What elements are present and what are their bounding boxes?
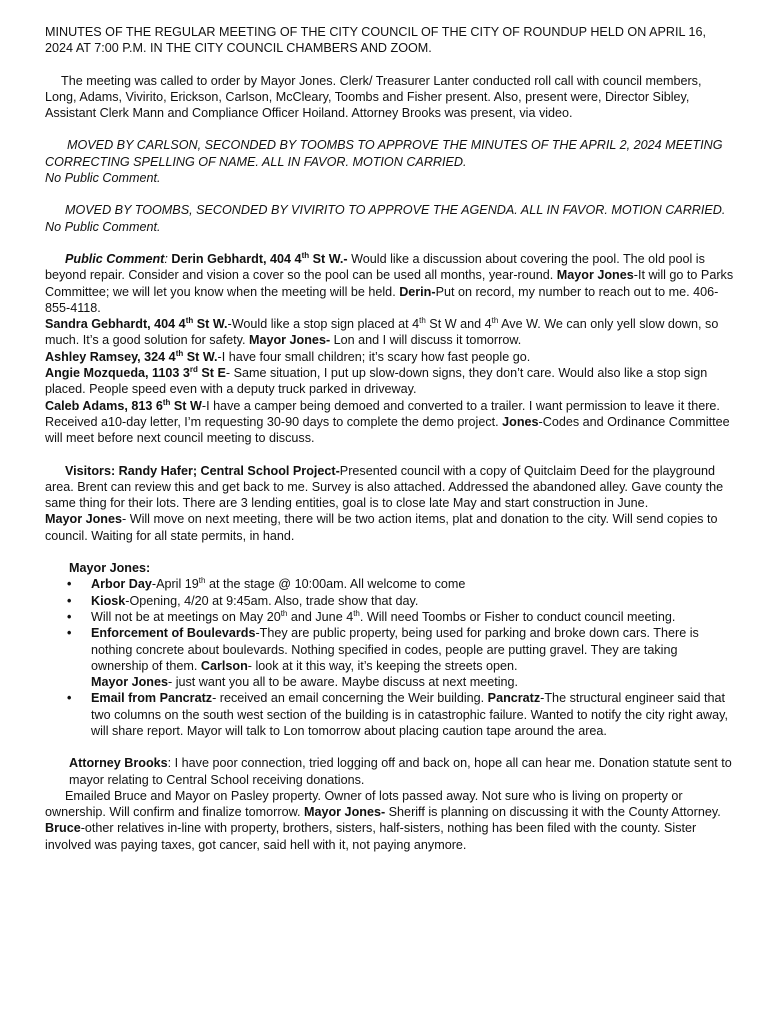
- motion-text: MOVED BY TOOMBS, SECONDED BY VIVIRITO TO APPROVE THE AGENDA. ALL IN FAVOR. MOTION CARRIED.: [65, 203, 726, 218]
- motion-note: No Public Comment.: [45, 219, 161, 234]
- bullet-icon: •: [67, 593, 72, 608]
- motion-note: No Public Comment.: [45, 171, 161, 186]
- commenter-name: Ashley Ramsey, 324 4th St W.: [45, 348, 218, 364]
- bullet-icon: •: [67, 609, 72, 624]
- attorney-section: [45, 755, 735, 853]
- speaker-name: Carlson: [200, 658, 248, 673]
- attorney-paragraph: Attorney Brooks: I have poor connection, tried logging off and back on, hope all can hear me. Donation statute sent to mayor relating to Central School receiving donations.: [69, 756, 732, 787]
- speaker-name: Derin-: [399, 284, 436, 299]
- motion-agenda: [45, 202, 735, 235]
- public-comment-entry: Caleb Adams, 813 6th St W-I have a camper being demoed and converted to a trailer. I want permission to leave it there. Received a10-day letter, I’m requesting 30-90 days to complete the demo project. Jones-Codes and Ordinance Committee will meet before next council meeting to discuss.: [45, 397, 730, 446]
- mayor-report-list: [45, 576, 735, 739]
- bullet-icon: •: [67, 626, 72, 641]
- attorney-paragraph: Emailed Bruce and Mayor on Pasley property. Owner of lots passed away. Not sure who is living on property or ownership. Will confirm and finalize tomorrow. Mayor Jones- Sheriff is planning on discussing it with the County Attorney. Bruce-other relatives in-line with property, brothers, sisters, half-sisters, nothing has been filed with the county. Sister involved was paying taxes, got cancer, said hell with it, not paying anymore.: [45, 788, 721, 852]
- attorney-label: Attorney Brooks: [69, 756, 168, 771]
- speaker-name: Mayor Jones: [91, 675, 168, 690]
- mayor-heading: Mayor Jones:: [69, 561, 151, 576]
- speaker-name: Mayor Jones-: [248, 333, 331, 348]
- motion-text: MOVED BY CARLSON, SECONDED BY TOOMBS TO APPROVE THE MINUTES OF THE APRIL 2, 2024 MEETING CORRECTING SPELLING OF NAME. ALL IN FAVOR. MOTION CARRIED.: [45, 138, 723, 169]
- public-comment-entry: Public Comment: Derin Gebhardt, 404 4th St W.- Would like a discussion about covering the pool. The old pool is beyond repair. Consider and vision a cover so the pool can be used all months, year-round. Mayor Jones-It will go to Parks Committee; we will let you know when the meeting will be held. Derin-Put on record, my number to reach out to me. 406-855-4118.: [45, 250, 734, 315]
- document-title: MINUTES OF THE REGULAR MEETING OF THE CITY COUNCIL OF THE CITY OF ROUNDUP HELD ON APRIL 16, 2024 AT 7:00 P.M. IN THE CITY COUNCIL CHAMBERS AND ZOOM.: [45, 25, 707, 56]
- speaker-name: Bruce: [45, 821, 81, 836]
- list-item: • Arbor Day-April 19th at the stage @ 10:00am. All welcome to come: [67, 576, 466, 592]
- visitors-reply: Mayor Jones- Will move on next meeting, there will be two action items, plat and donation to the city. Will send copies to council. Waiting for all state permits, in hand.: [45, 512, 718, 543]
- public-comment-section: [45, 251, 735, 447]
- minutes-document: [45, 24, 735, 853]
- public-comment-entry: Sandra Gebhardt, 404 4th St W.-Would like a stop sign placed at 4th St W and 4th Ave W. We can only yell slow down, so much. It’s a good solution for safety. Mayor Jones- Lon and I will discuss it tomorrow.: [45, 315, 719, 348]
- bullet-icon: •: [67, 691, 72, 706]
- call-to-order-paragraph: The meeting was called to order by Mayor Jones. Clerk/ Treasurer Lanter conducted roll call with council members, Long, Adams, Vivirito, Erickson, Carlson, McCleary, Toombs and Fisher present. Also, present were, Director Sibley, Assistant Clerk Mann and Compliance Officer Hoiland. Attorney Brooks was present, via video.: [45, 73, 702, 121]
- speaker-name: Mayor Jones: [556, 268, 634, 283]
- speaker-name: Mayor Jones: [45, 512, 122, 527]
- bullet-icon: •: [67, 577, 72, 592]
- public-comment-label: Public Comment: [65, 251, 165, 266]
- commenter-name: Sandra Gebhardt, 404 4th St W.: [45, 315, 228, 332]
- motion-minutes: [45, 137, 735, 186]
- visitors-paragraph: Visitors: Randy Hafer; Central School Project-Presented council with a copy of Quitclaim Deed for the playground area. Brent can review this and get back to me. Survey is also attached. Addressed the abandoned alley. Gave county the same thing for their lots. There are 3 lending entities, goal is to close late May and start construction in June.: [45, 463, 724, 511]
- commenter-name: Angie Mozqueda, 1103 3rd St E: [45, 364, 226, 381]
- visitors-label: Visitors: Randy Hafer; Central School Project-: [65, 463, 340, 478]
- commenter-name: Derin Gebhardt, 404 4th St W.-: [171, 250, 348, 266]
- public-comment-entry: Angie Mozqueda, 1103 3rd St E- Same situation, I put up slow-down signs, they don’t care. Would also like a stop sign placed. People speed even with a deputy truck parked in driveway.: [45, 364, 708, 397]
- speaker-name: Jones: [502, 414, 539, 429]
- list-item: • Email from Pancratz- received an email concerning the Weir building. Pancratz-The structural engineer said that two columns on the south west section of the building is in catastrophic failure. Wanted to notify the city right away, will share report. Mayor will talk to Lon tomorrow about placing caution tape around the area.: [67, 691, 729, 738]
- visitors-section: [45, 463, 735, 544]
- list-item: • Enforcement of Boulevards-They are public property, being used for parking and broke down cars. There is nothing concrete about boulevards. Nothing specified in codes, people are putting gravel. They are taking ownership of them. Carlson- look at it this way, it’s keeping the streets open. Mayor Jones- just want you all to be aware. Maybe discuss at next meeting.: [67, 626, 699, 690]
- speaker-name: Mayor Jones-: [303, 805, 386, 820]
- public-comment-entry: Ashley Ramsey, 324 4th St W.-I have four small children; it’s scary how fast people go.: [45, 348, 531, 364]
- speaker-name: Pancratz: [487, 691, 541, 706]
- list-item: • Kiosk-Opening, 4/20 at 9:45am. Also, trade show that day.: [67, 593, 419, 608]
- mayor-section: [45, 560, 735, 739]
- commenter-name: Caleb Adams, 813 6th St W: [45, 397, 202, 413]
- list-item: • Will not be at meetings on May 20th and June 4th. Will need Toombs or Fisher to conduct council meeting.: [67, 608, 676, 624]
